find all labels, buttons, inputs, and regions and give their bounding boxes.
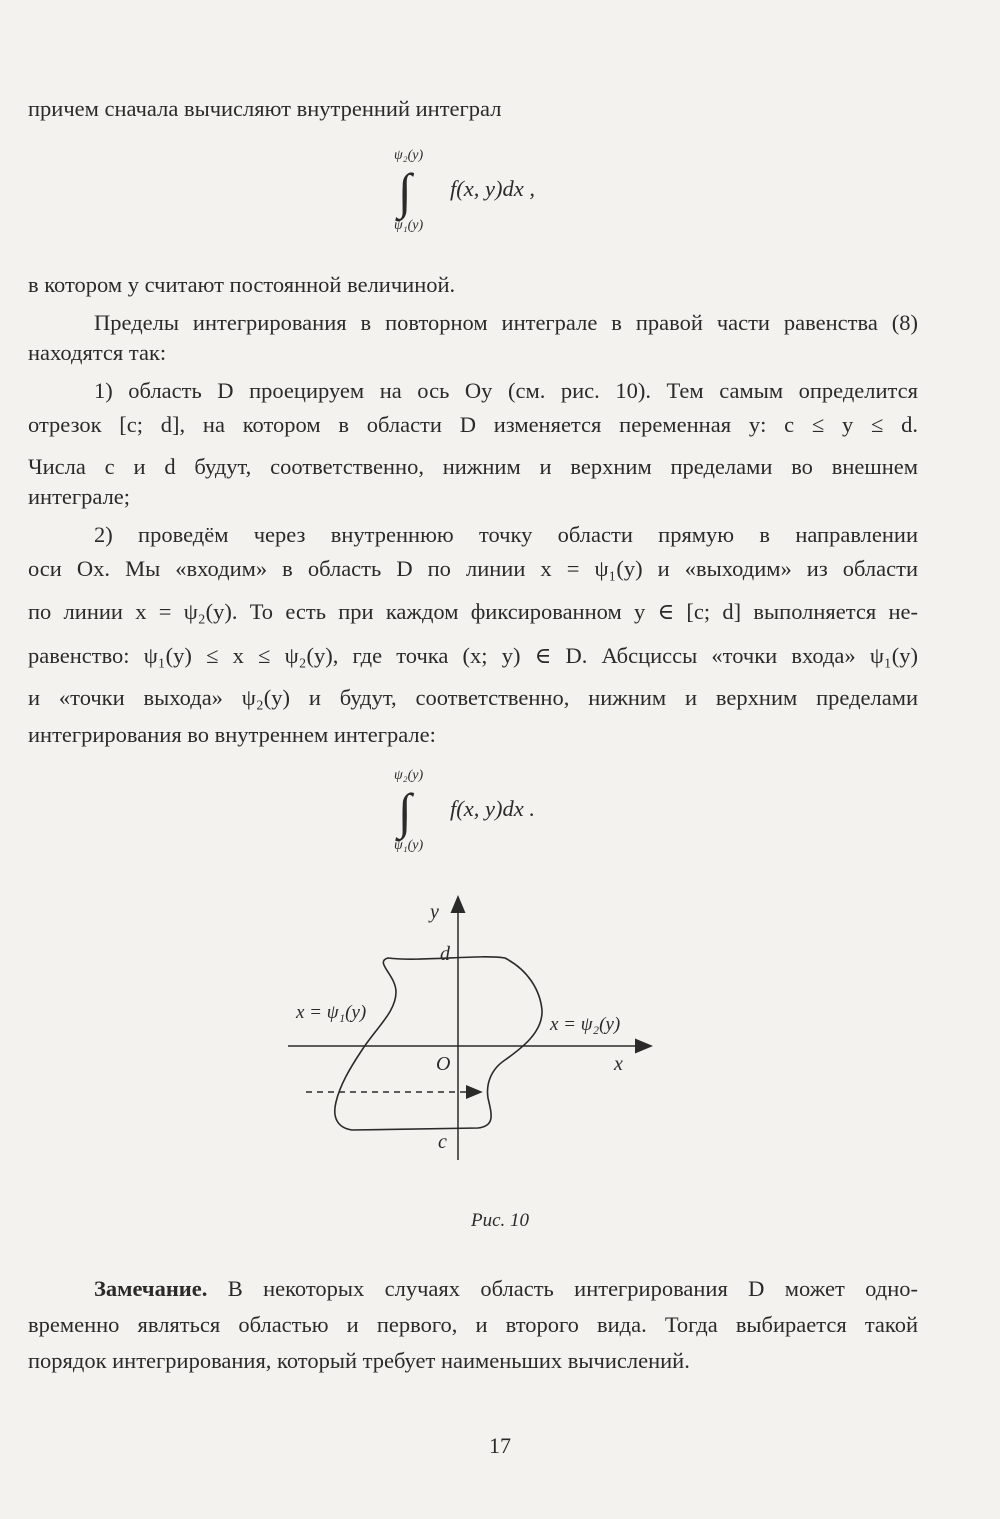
text-line: находятся так: <box>28 340 167 365</box>
text-line: временно являться областью и первого, и второго вида. Тогда выбирается такой <box>28 1312 918 1337</box>
text-line: оси Ox. Мы «входим» в область D по линии x = ψ₁(y) и «выходим» из области <box>28 556 918 581</box>
text-line: 2) проведём через внутреннюю точку области прямую в направлении <box>94 522 918 547</box>
remark-text: В некоторых случаях область интегрирования D может одно- <box>207 1276 918 1301</box>
text-line: и «точки выхода» ψ₂(y) и будут, соответственно, нижним и верхним пределами <box>28 685 918 710</box>
text-line: равенство: ψ₁(y) ≤ x ≤ ψ₂(y), где точка (x; y) ∈ D. Абсциссы «точки входа» ψ₁(y) <box>28 643 918 668</box>
text-line: порядок интегрирования, который требует наименьших вычислений. <box>28 1348 690 1373</box>
text-line: интеграле; <box>28 484 131 509</box>
integral-upper-limit: ψ₂(y) <box>394 768 424 783</box>
page-number: 17 <box>489 1433 511 1458</box>
text-line: Пределы интегрирования в повторном интеграле в правой части равенства (8) <box>94 310 918 335</box>
integral-lower-limit: ψ₁(y) <box>394 838 424 853</box>
integral-lower-limit: ψ₁(y) <box>394 218 424 233</box>
label-left-boundary: x = ψ₁(y) <box>296 1002 367 1023</box>
label-d: d <box>440 943 450 965</box>
text-line: интегрирования во внутреннем интеграле: <box>28 722 436 747</box>
label-x: x <box>614 1053 623 1075</box>
figure-caption: Рис. 10 <box>470 1210 530 1231</box>
integral-upper-limit: ψ₂(y) <box>394 148 424 163</box>
integral-sign: ∫ <box>398 163 412 219</box>
text-line: в котором y считают постоянной величиной. <box>28 272 456 297</box>
text-line: 1) область D проецируем на ось Oy (см. рис. 10). Тем самым определится <box>94 378 918 403</box>
integrand: f(x, y)dx . <box>450 796 535 821</box>
text-line: причем сначала вычисляют внутренний интеграл <box>28 96 502 121</box>
region-boundary <box>335 957 542 1130</box>
label-right-boundary: x = ψ₂(y) <box>550 1014 621 1035</box>
remark-line <box>28 1274 918 1304</box>
label-origin: O <box>436 1053 451 1075</box>
label-y: y <box>430 901 439 923</box>
integrand: f(x, y)dx , <box>450 176 535 201</box>
remark-title: Замечание. <box>94 1276 208 1301</box>
text-line: по линии x = ψ₂(y). То есть при каждом фиксированном y ∈ [c; d] выполняется не- <box>28 599 918 624</box>
label-c: c <box>438 1131 447 1153</box>
integral-sign: ∫ <box>398 783 412 839</box>
text-line: Числа c и d будут, соответственно, нижним и верхним пределами во внешнем <box>28 454 918 479</box>
text-line: отрезок [c; d], на котором в области D изменяется переменная y: c ≤ y ≤ d. <box>28 412 918 437</box>
